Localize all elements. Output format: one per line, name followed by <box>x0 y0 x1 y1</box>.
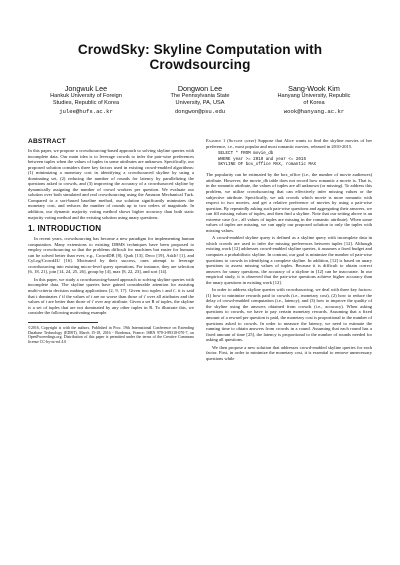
author-email: julee@hufs.ac.kr <box>59 108 113 115</box>
abstract-heading: ABSTRACT <box>28 138 66 145</box>
author-email: dongwon@psu.edu <box>174 108 226 115</box>
author-block <box>30 84 370 116</box>
left-column <box>28 138 194 363</box>
body-columns <box>28 138 372 363</box>
code-line: WHERE year >= 2010 and year <= 2015 <box>218 157 306 162</box>
intro-paragraph-1: In recent years, crowdsourcing has become a new paradigm for implementing human computation. Many extensions to existing DBMS techniques have been proposed to employ crowdsourcing so that the problems difficult for machines but easier for humans can be solved better than ever, e.g., CrowdDB [8], Qurk [13], Deco [19], AskIt! [1], and CyLog/Crowd4U [16]. Motivated by their success, ones attempt to leverage crowdsourcing into existing micro-level query operations. For instance, they are selection [6, 18, 21], join [14, 24, 25, 26], group by [4], max [8, 22, 23], and sort [14]. <box>28 236 194 275</box>
copyright-footnote: ©2016, Copyright is with the authors. Published in Proc. 19th International Conference on Extending Database Technology (EDBT), March 15-18, 2016 - Bordeaux, France: ISBN 978-3-89318-070-7, on OpenProceedings.org. Distribution of this paper is permitted under the terms of the Creative Commons license CC-by-nc-nd 4.0 <box>28 325 194 345</box>
author-name: Sang-Wook Kim <box>288 84 340 93</box>
code-line: SELECT * FROM movie_db <box>218 152 274 157</box>
body-paragraph-4: We then propose a new solution that addresses crowd-enabled skyline queries for each factor. First, in order to minimize the monetary cost, it is essential to remove unnecessary questions while <box>206 344 372 361</box>
body-paragraph-2: A crowd-enabled skyline query is defined as a skyline query with incomplete data in which crowds are used to infer the missing preferences between tuples [12]. Although existing work [12] addresses crowd-enabled skyline queries, it assumes a fixed budget and computes a probabilistic skyline. In contrast, our goal is minimize the number of pair-wise questions to crowds in identifying a complete skyline. In addition, [12] is based on unary questions to assess missing values of tuples. Because it is difficult to obtain correct answers for unary questions, the accuracy of a skyline in [12] can be inaccurate. In our empirical study, it is observed that the pair-wise questions achieve higher accuracy than the unary questions in existing work [12]. <box>206 235 372 285</box>
author-2 <box>144 84 256 116</box>
author-affiliation: of Korea <box>303 100 325 106</box>
example-text: Suppose that Alice wants to find the skyline movies of her preference, i.e., most popular and most romantic movies, released in 2010-2015. <box>206 138 373 149</box>
footnote-rule <box>28 322 98 323</box>
author-1 <box>30 84 142 116</box>
author-affiliation: Hanyang University, Republic <box>277 93 351 99</box>
abstract-text: In this paper, we propose a crowdsourcing-based approach to solving skyline queries with incomplete data. Our main idea is to leverage crowds to infer the pair-wise preferences between tuples when the values of tuples in some attributes are unknown. Specifically, our proposed solution considers three key factors used in existing crowd-enabled algorithms: (1) minimizing a monetary cost in identifying a crowdsourced skyline by using a dominating set, (2) reducing the number of rounds for latency by parallelizing the questions asked to crowds, and (3) improving the accuracy of a crowdsourced skyline by dynamically assigning the number of crowd workers per question. We evaluate our solution over both simulated and real crowdsourcing using the Amazon Mechanical Turk. Compared to a sort-based baseline method, our solution significantly minimizes the monetary cost, and reduces the number of rounds up to two orders of magnitude. In addition, our dynamic majority voting method shows higher accuracy than both static majority voting method and the existing solution using unary questions. <box>28 148 194 220</box>
example-tag: (Skyline query) <box>227 138 257 143</box>
author-affiliation: University, PA, USA <box>175 100 225 106</box>
example-label: Example 1 <box>206 138 226 143</box>
author-affiliation: The Pennsylvania State <box>170 93 230 99</box>
sql-query-block <box>218 152 372 168</box>
author-name: Dongwon Lee <box>177 84 223 93</box>
intro-paragraph-2: In this paper, we study a crowdsourcing-based approach to solving skyline queries with incomplete data. The skyline queries have gained considerable attention for assisting multi-criteria decision making applications [2, 9, 17]. Given two tuples t and t', it is said that t dominates t' if the values of t are no worse than those of t' over all attributes and the values of t are better than those of t' over any attribute. Given a set R of tuples, the skyline is a set of tuples that are not dominated by any other tuples in R. To illustrate this, we consider the following motivating example. <box>28 276 194 316</box>
paper-title: CrowdSky: Skyline Computation with Crowdsourcing <box>77 42 323 72</box>
author-name: Jongwuk Lee <box>64 84 108 93</box>
introduction-heading: 1. INTRODUCTION <box>28 224 102 234</box>
example-1 <box>206 138 372 149</box>
right-column <box>206 138 372 363</box>
author-affiliation: Studies, Republic of Korea <box>52 100 120 106</box>
body-paragraph-1: The popularity can be estimated by the box_office (i.e., the number of movie audiences) attribute. However, the movie_db table does not record how romantic a movie is. That is, in the romantic attribute, the values of tuples are all unknown (or missing). To address this problem, we utilize crowdsourcing that can effectively infer missing values or the subjective attribute. Specifically, we ask crowds which movie is more romantic with respect to two movies, and get a relative preference of movies by using a pair-wise question. By repeatedly asking such pair-wise questions and aggregating their answers, we can fill missing values of tuples, and then find a skyline. Note that our setting above is an extreme case (i.e., all values of tuples are missing in the romantic attribute). When some values of tuples are missing, we can apply our proposed solution to only the tuples with missing values. <box>206 172 372 233</box>
body-paragraph-3: In order to address skyline queries with crowdsourcing, we deal with three key factors: (1) how to minimize rewards paid to crowds (i.e., monetary cost), (2) how to reduce the delay of crowd-enabled computation (i.e., latency), and (3) how to improve the quality of the skyline using the answers obtained from crowds (i.e., accuracy). When asking questions to crowds, we have to pay certain monetary rewards. Assuming that a fixed amount of a reward per question is paid, the monetary cost is proportional to the number of questions asked to crowds. In order to measure the latency, we need to estimate the running time to obtain answers from crowds in a round. Assuming that each round has a fixed amount of time [25], the latency is proportional to the number of rounds needed for asking all questions. <box>206 287 372 343</box>
author-3 <box>258 84 370 116</box>
author-affiliation: Hankuk University of Foreign <box>50 93 122 99</box>
author-email: wook@hanyang.ac.kr <box>283 108 345 115</box>
code-line: SKYLINE OF box_office MAX, romantic MAX <box>218 162 317 167</box>
